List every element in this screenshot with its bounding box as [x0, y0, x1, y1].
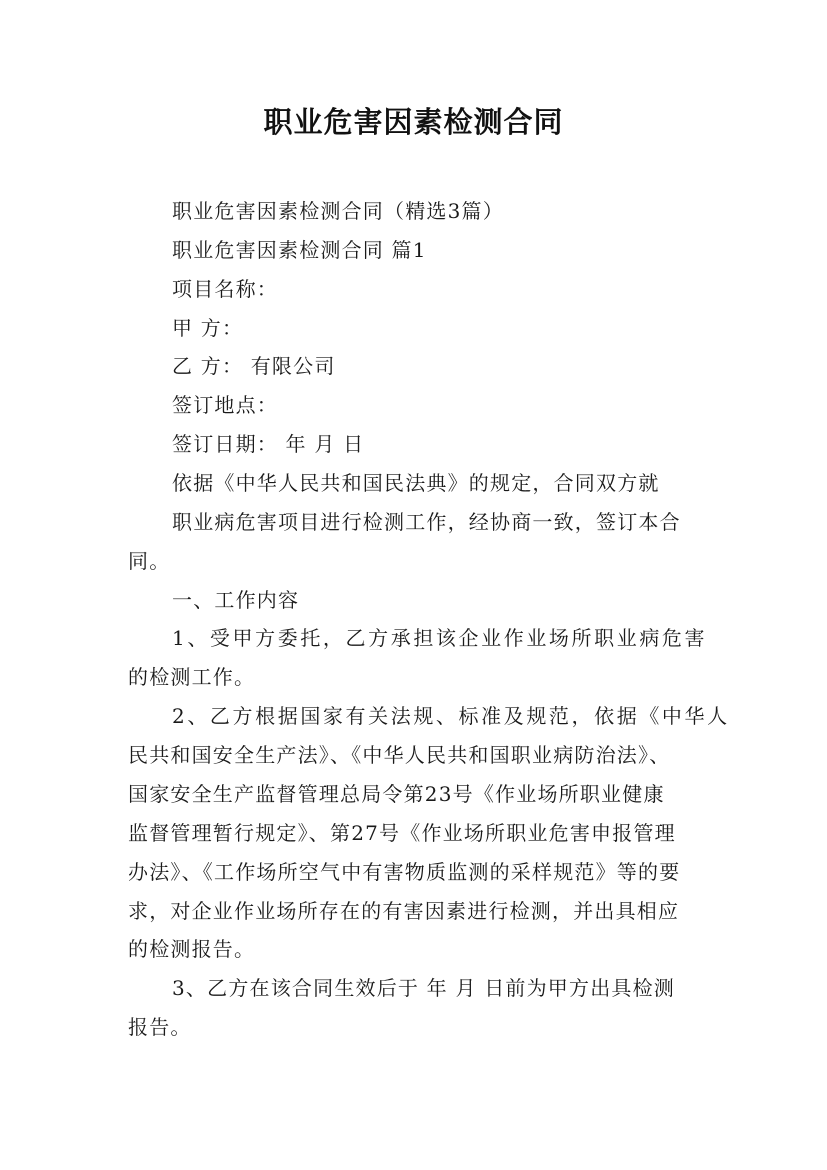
section-heading-line: 职业危害因素检测合同 篇1	[172, 238, 427, 262]
project-name-line: 项目名称：	[172, 277, 278, 301]
body-text-line: 职业病危害项目进行检测工作，经协商一致，签订本合	[172, 510, 681, 534]
clause-3-line: 3、乙方在该合同生效后于 年 月 日前为甲方出具检测	[172, 976, 675, 1000]
subtitle-line: 职业危害因素检测合同（精选3篇）	[172, 199, 504, 223]
document-title: 职业危害因素检测合同	[263, 105, 564, 139]
body-text-line: 依据《中华人民共和国民法典》的规定，合同双方就	[172, 471, 660, 495]
clause-2-line: 国家安全生产监督管理总局令第23号《作业场所职业健康	[128, 782, 665, 806]
clause-1-line: 的检测工作。	[128, 665, 256, 689]
body-text-line: 同。	[128, 549, 171, 573]
clause-2-line: 民共和国安全生产法》、《中华人民共和国职业病防治法》、	[128, 743, 671, 767]
section-heading-work-content: 一、工作内容	[172, 588, 300, 612]
clause-2-line: 的检测报告。	[128, 937, 256, 961]
party-a-line: 甲 方：	[172, 316, 244, 340]
clause-2-line: 求，对企业作业场所存在的有害因素进行检测，并出具相应	[128, 899, 680, 923]
signing-place-line: 签订地点：	[172, 393, 278, 417]
clause-2-line: 2、乙方根据国家有关法规、标准及规范，依据《中华人	[172, 704, 730, 728]
clause-1-line: 1、受甲方委托，乙方承担该企业作业场所职业病危害	[172, 626, 708, 650]
clause-2-line: 监督管理暂行规定》、第27号《作业场所职业危害申报管理	[128, 821, 676, 845]
signing-date-line: 签订日期： 年 月 日	[172, 432, 365, 456]
party-b-line: 乙 方： 有限公司	[172, 354, 336, 378]
clause-3-line: 报告。	[128, 1015, 192, 1039]
clause-2-line: 办法》、《工作场所空气中有害物质监测的采样规范》等的要	[128, 860, 681, 884]
